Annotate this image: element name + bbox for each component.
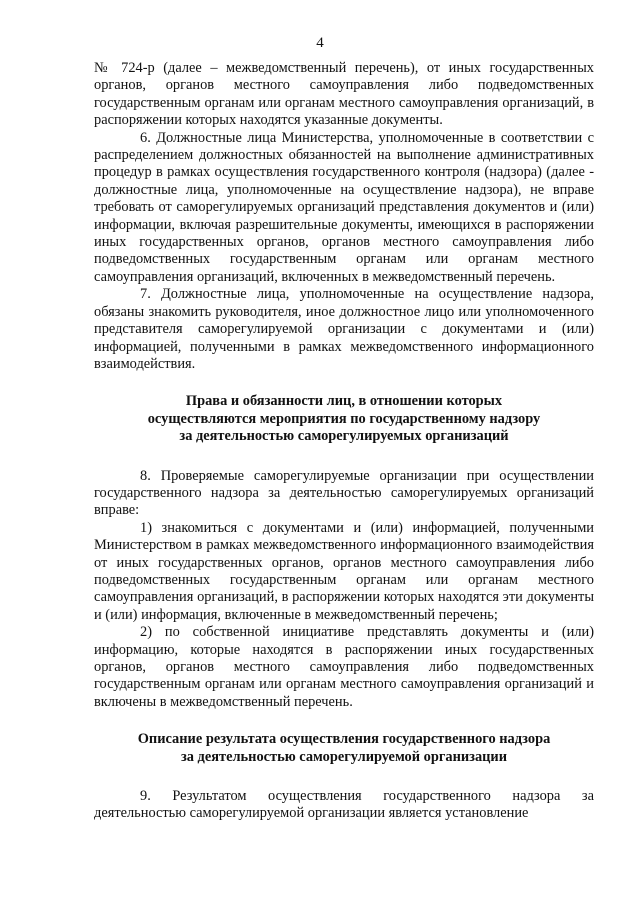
section-heading-line: Права и обязанности лиц, в отношении которых [185, 393, 503, 410]
section-heading-line: за деятельностью саморегулируемых организаций [179, 428, 509, 445]
page-number: 4 [316, 35, 324, 51]
paragraph: 9. Результатом осуществления государственного надзора за деятельностью саморегулируемой организации является установление [94, 788, 594, 822]
paragraphs-before [94, 60, 594, 373]
paragraphs-section-rights [94, 468, 594, 712]
section-heading-rights [94, 393, 594, 445]
section-heading-line: осуществляются мероприятия по государственному надзору [147, 410, 541, 427]
section-heading-line: Описание результата осуществления государственного надзора [137, 731, 551, 748]
paragraph: 6. Должностные лица Министерства, уполномоченные в соответствии с распределением должностных обязанностей на выполнение административных процедур в рамках осуществления государственного контроля (надзора) (далее - должностные лица, уполномоченные на осуществление надзора), не вправе требовать от саморегулируемых организаций представления документов и (или) информации, включая разрешительные документы, имеющихся в распоряжении иных государственных органов, органов местного самоуправления либо подведомственных государственным органам или органам местного самоуправления организаций, включенных в межведомственный перечень. [94, 129, 594, 285]
paragraph: № 724-р (далее – межведомственный перечень), от иных государственных органов, органов местного самоуправления либо подведомственных государственным органам или органам местного самоуправления организаций, в распоряжении которых находятся указанные документы. [94, 60, 594, 129]
section-heading-result [94, 731, 594, 766]
paragraphs-section-result [94, 788, 594, 823]
paragraph: 8. Проверяемые саморегулируемые организации при осуществлении государственного надзора за деятельностью саморегулируемых организаций вправе: [94, 467, 594, 519]
section-heading-line: за деятельностью саморегулируемой организации [180, 748, 508, 765]
document-body [94, 60, 594, 823]
paragraph: 2) по собственной инициативе представлять документы и (или) информацию, которые находятся в распоряжении иных государственных органов, органов местного самоуправления либо подведомственных государственным органам или органам местного самоуправления организаций и включены в межведомственный перечень. [94, 624, 594, 710]
paragraph: 1) знакомиться с документами и (или) информацией, полученными Министерством в рамках межведомственного информационного взаимодействия от иных государственных органов, органов местного самоуправления либо подведомственных государственным органам или органам местного самоуправления организаций, в распоряжении которых находятся эти документы и (или) информация, включенные в межведомственный перечень; [94, 519, 594, 623]
paragraph: 7. Должностные лица, уполномоченные на осуществление надзора, обязаны знакомить руководителя, иное должностное лицо или уполномоченного представителя саморегулируемой организации с документами и (или) информацией, полученными в рамках межведомственного информационного взаимодействия. [94, 286, 594, 372]
